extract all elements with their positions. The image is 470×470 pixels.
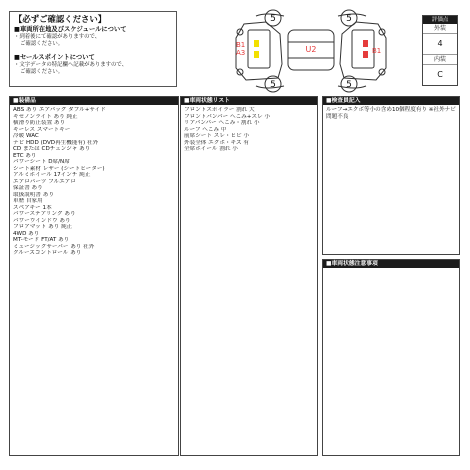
grade-interior-value: C bbox=[437, 70, 443, 79]
inspector-panel bbox=[322, 96, 460, 255]
headlight-left-yellow-2 bbox=[254, 51, 259, 58]
vehicle-state-item: 前席シート スレ・ヒビ 小 bbox=[184, 133, 250, 139]
grade-interior-label: 内装 bbox=[423, 55, 457, 65]
vehicle-state-item: フロントスポイラー 割れ 大 bbox=[184, 107, 255, 113]
vehicle-state-item: リアバンパー へこみ・割れ 小 bbox=[184, 120, 260, 126]
notice-section1-heading: ■車両所在地及びスケジュールについて bbox=[14, 26, 127, 33]
equipment-item: キセノンライト あり 純正 bbox=[13, 113, 78, 120]
notice-section2-line: ・文字データの特記欄へ記載がありますので、 bbox=[14, 62, 128, 69]
mark-right-side: B1 bbox=[372, 47, 382, 55]
equipment-header: ■装備品 bbox=[10, 97, 178, 105]
equipment-item: 取扱説明書 あり bbox=[13, 191, 54, 198]
grade-exterior-value: 4 bbox=[423, 34, 457, 55]
equipment-item: クルーズコントロール あり bbox=[13, 250, 82, 256]
taillight-right-red bbox=[363, 40, 368, 47]
vehicle-state-item: 外装全体 エクボ・キズ 有 bbox=[184, 139, 249, 146]
equipment-item: 車歴 自家用 bbox=[13, 198, 43, 204]
car-left-cabin bbox=[248, 30, 270, 68]
wheel-icon bbox=[237, 69, 243, 75]
equipment-item: ナビ HDD (DVD再生機能有) 社外 bbox=[13, 139, 99, 146]
equipment-item: パワーシート D席/N席 bbox=[13, 159, 70, 165]
vehicle-state-list bbox=[181, 105, 317, 155]
equipment-item: MT-モード FT/AT あり bbox=[13, 237, 70, 243]
notice-section1-line: ・到着後にて確認がありますので、 bbox=[14, 34, 101, 40]
equipment-item: 冷暖 WAC bbox=[13, 133, 39, 139]
equipment-item: 横滑り防止装置 あり bbox=[13, 120, 66, 126]
condition-notes-header: ■車両状態注意事項 bbox=[323, 260, 459, 268]
car-damage-diagram bbox=[226, 8, 396, 94]
mark-front-top: 5 bbox=[270, 14, 276, 24]
wheel-icon bbox=[379, 69, 385, 75]
car-outline-svg bbox=[226, 8, 396, 94]
equipment-item: スペアキー 1本 bbox=[13, 204, 52, 211]
equipment-item: 保証書 あり bbox=[13, 185, 43, 191]
grade-exterior-label: 外装 bbox=[423, 24, 457, 34]
inspector-header: ■検査員記入 bbox=[323, 97, 459, 105]
notice-section1-line: ご確認ください。 bbox=[20, 40, 64, 47]
taillight-right-red-2 bbox=[363, 51, 368, 58]
condition-notes-panel bbox=[322, 259, 460, 456]
notice-section2-line: ご確認ください。 bbox=[20, 68, 64, 75]
mark-rear-bottom: 5 bbox=[346, 80, 352, 90]
grade-box bbox=[422, 15, 458, 86]
equipment-item: アルミホイール 17インチ 純正 bbox=[13, 172, 91, 178]
equipment-item: ABS あり エアバッグ ダブル+サイド bbox=[13, 107, 106, 113]
equipment-panel bbox=[9, 96, 179, 456]
vehicle-state-item: 全席ホイール 割れ 小 bbox=[184, 146, 238, 152]
equipment-item: パワーウインドウ あり bbox=[13, 217, 71, 224]
equipment-item: シート素材 レザー (シートヒーター) bbox=[13, 165, 105, 172]
equipment-item: キーレス スマートキー bbox=[13, 126, 71, 133]
vehicle-state-item: ルーフ へこみ 中 bbox=[184, 126, 227, 133]
car-right-cabin bbox=[352, 30, 374, 68]
equipment-item: ETC あり bbox=[13, 152, 37, 159]
notice-title: 【必ずご確認ください】 bbox=[14, 14, 107, 24]
equipment-item: エアロパーツ フルエアロ bbox=[13, 178, 76, 185]
grade-header: 評価点 bbox=[423, 16, 457, 24]
notice-section2-heading: ■セールスポイントについて bbox=[14, 54, 95, 62]
mark-left-side: B1 bbox=[236, 41, 246, 49]
mark-left-side-2: A3 bbox=[236, 49, 246, 57]
vehicle-state-panel bbox=[180, 96, 318, 456]
mark-front-bottom: 5 bbox=[270, 80, 276, 90]
inspector-text: ルーフ→エクボ等小の含め10個程度有り ※社外ナビ問題不良 bbox=[326, 107, 456, 120]
headlight-left-yellow bbox=[254, 40, 259, 47]
equipment-item: CD または CDチェンジャ あり bbox=[13, 146, 91, 152]
equipment-item: パワーステアリング あり bbox=[13, 211, 76, 217]
equipment-item: ミュージックサーバー あり 社外 bbox=[13, 243, 95, 250]
notice-box bbox=[9, 11, 177, 87]
mark-center: U2 bbox=[305, 45, 317, 54]
mark-rear-top: 5 bbox=[346, 14, 352, 24]
equipment-item: フロアマット あり 純正 bbox=[13, 224, 73, 230]
equipment-list bbox=[10, 105, 178, 259]
vehicle-state-header: ■車両状態リスト bbox=[181, 97, 317, 105]
equipment-item: 4WD あり bbox=[13, 230, 40, 237]
vehicle-state-item: フロントバンパー へこみ+スレ 小 bbox=[184, 113, 271, 120]
condition-notes-body bbox=[323, 268, 459, 272]
